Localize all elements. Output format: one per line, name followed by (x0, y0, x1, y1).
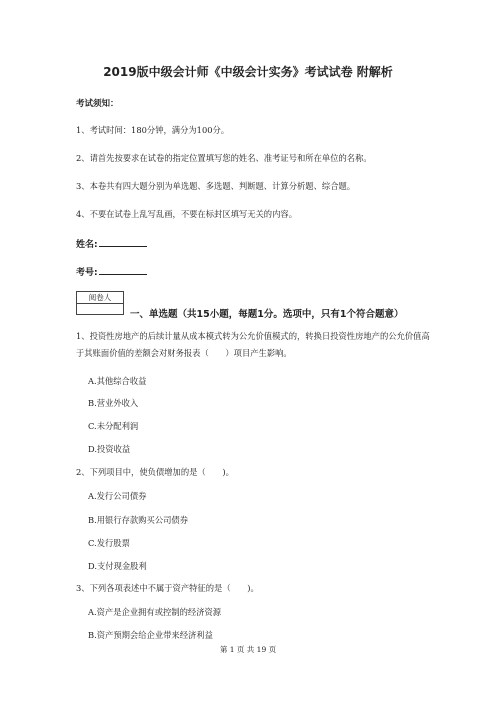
question-text: 3、下列各项表述中不属于资产特征的是（ )。 (76, 583, 259, 593)
question-option[interactable]: B.资产预期会给企业带来经济利益 (88, 630, 213, 640)
question-option[interactable]: C.未分配利润 (88, 421, 139, 431)
question-option[interactable]: D.投资收益 (88, 444, 131, 454)
question-option[interactable]: B.营业外收入 (88, 398, 139, 408)
notice-item: 4、不要在试卷上乱写乱画，不要在标封区填写无关的内容。 (76, 209, 297, 219)
question-text: 2、下列项目中，使负债增加的是（ )。 (76, 467, 234, 477)
name-field[interactable] (76, 237, 147, 250)
name-blank[interactable] (99, 237, 147, 247)
notice-item: 1、考试时间：180分钟，满分为100分。 (76, 125, 230, 135)
question-option[interactable]: D.支付现金股利 (88, 561, 147, 571)
page-footer: 第 1 页 共 19 页 (219, 645, 277, 654)
question-option[interactable]: B.用银行存款购买公司债券 (88, 515, 189, 525)
question-option[interactable]: A.其他综合收益 (88, 376, 147, 386)
grader-label: 阅卷人 (77, 292, 123, 304)
page-title: 2019版中级会计师《中级会计实务》考试试卷 附解析 (103, 65, 393, 79)
section-header: 一、单选题（共15小题，每题1分。选项中，只有1个符合题意） (130, 309, 404, 320)
question-option[interactable]: C.发行股票 (88, 538, 130, 548)
question-text: 1、投资性房地产的后续计量从成本模式转为公允价值模式的，转换日投资性房地产的公允价值高于其账面价值的差额会对财务报表（ ）项目产生影响。 (76, 331, 430, 358)
id-label: 考号: (76, 268, 98, 278)
notice-item: 3、本卷共有四大题分别为单选题、多选题、判断题、计算分析题、综合题。 (76, 181, 356, 191)
notice-item: 2、请首先按要求在试卷的指定位置填写您的姓名、准考证号和所在单位的名称。 (76, 153, 372, 163)
question-option[interactable]: A.发行公司债券 (88, 491, 147, 501)
id-blank[interactable] (99, 265, 147, 275)
notice-title: 考试须知： (76, 99, 119, 109)
id-field[interactable] (76, 265, 147, 278)
grader-box (76, 291, 124, 315)
name-label: 姓名: (76, 240, 98, 250)
question-option[interactable]: A.资产是企业拥有或控制的经济资源 (88, 607, 222, 617)
